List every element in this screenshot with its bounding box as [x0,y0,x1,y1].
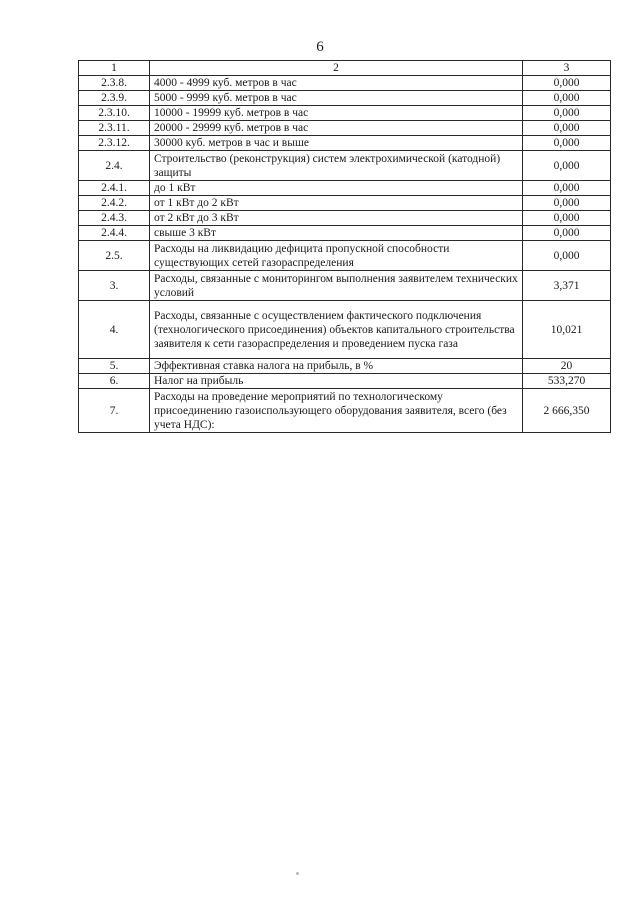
row-description: Расходы на ликвидацию дефицита пропускной способности существующих сетей газораспределения [150,241,523,271]
row-value: 2 666,350 [523,389,611,433]
row-number: 2.3.10. [79,106,150,121]
row-number: 2.3.8. [79,76,150,91]
table-body [79,76,611,433]
row-value: 0,000 [523,91,611,106]
row-description: Налог на прибыль [150,374,523,389]
table-row [79,196,611,211]
row-description: от 2 кВт до 3 кВт [150,211,523,226]
row-value: 0,000 [523,121,611,136]
row-description: Расходы, связанные с осуществлением фактического подключения (технологического присоединения) объектов капитального строительства заявителя к сети газораспределения и проведением пуска газа [150,301,523,359]
table-row [79,211,611,226]
row-value: 0,000 [523,181,611,196]
row-description: 4000 - 4999 куб. метров в час [150,76,523,91]
row-description: свыше 3 кВт [150,226,523,241]
table-row [79,151,611,181]
row-value: 0,000 [523,226,611,241]
table-row [79,181,611,196]
row-description: от 1 кВт до 2 кВт [150,196,523,211]
table-row [79,374,611,389]
row-number: 3. [79,271,150,301]
row-number: 2.4.3. [79,211,150,226]
table-header [79,61,611,76]
row-value: 0,000 [523,211,611,226]
table-row [79,106,611,121]
row-value: 0,000 [523,136,611,151]
cost-table [78,60,611,433]
row-description: Эффективная ставка налога на прибыль, в % [150,359,523,374]
row-number: 2.3.11. [79,121,150,136]
page-number: 6 [316,39,324,55]
scan-speck [296,872,299,875]
table-row [79,91,611,106]
row-number: 2.4.4. [79,226,150,241]
row-value: 0,000 [523,196,611,211]
table-row [79,76,611,91]
row-number: 2.4. [79,151,150,181]
table-row [79,359,611,374]
row-number: 7. [79,389,150,433]
row-number: 5. [79,359,150,374]
row-description: Расходы, связанные с мониторингом выполнения заявителем технических условий [150,271,523,301]
row-number: 6. [79,374,150,389]
row-number: 2.4.2. [79,196,150,211]
column-header: 1 [79,61,150,76]
row-value: 533,270 [523,374,611,389]
row-number: 2.5. [79,241,150,271]
row-value: 0,000 [523,106,611,121]
row-value: 10,021 [523,301,611,359]
column-header: 3 [523,61,611,76]
row-value: 0,000 [523,241,611,271]
table-row [79,389,611,433]
row-value: 20 [523,359,611,374]
row-number: 2.3.9. [79,91,150,106]
table-row [79,226,611,241]
row-value: 0,000 [523,151,611,181]
column-header: 2 [150,61,523,76]
row-description: 10000 - 19999 куб. метров в час [150,106,523,121]
table-row [79,136,611,151]
row-description: 20000 - 29999 куб. метров в час [150,121,523,136]
row-description: до 1 кВт [150,181,523,196]
row-number: 2.4.1. [79,181,150,196]
table-row [79,121,611,136]
row-number: 2.3.12. [79,136,150,151]
row-value: 3,371 [523,271,611,301]
table-row [79,301,611,359]
row-description: 5000 - 9999 куб. метров в час [150,91,523,106]
table-header-row [79,61,611,76]
row-number: 4. [79,301,150,359]
row-description: Строительство (реконструкция) систем электрохимической (катодной) защиты [150,151,523,181]
row-description: 30000 куб. метров в час и выше [150,136,523,151]
row-value: 0,000 [523,76,611,91]
row-description: Расходы на проведение мероприятий по технологическому присоединению газоиспользующего оборудования заявителя, всего (без учета НДС): [150,389,523,433]
table-row [79,271,611,301]
table-row [79,241,611,271]
